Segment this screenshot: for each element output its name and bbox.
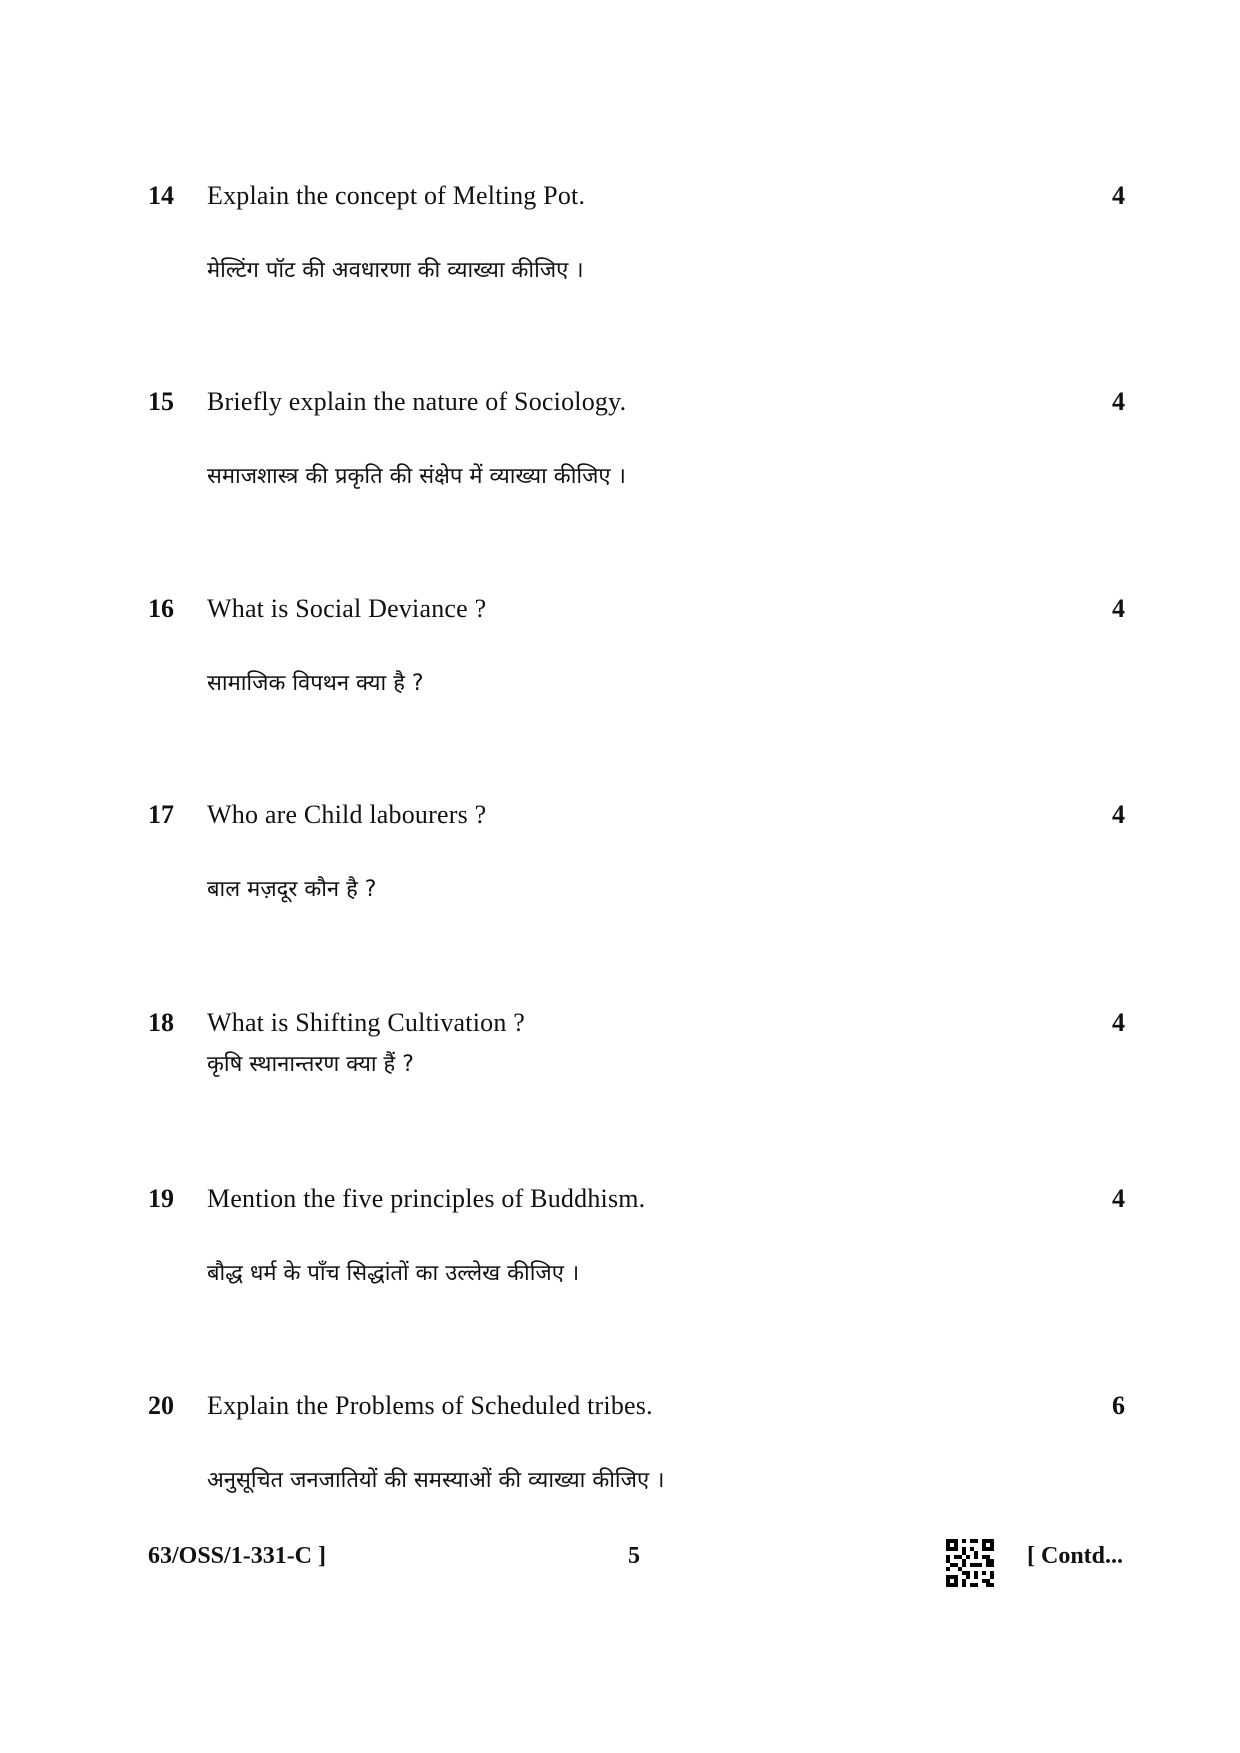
- question-text-english: What is Social Deviance ?: [207, 594, 487, 623]
- question-marks: 6: [1112, 1391, 1125, 1420]
- continued-label: [ Contd...: [1027, 1543, 1124, 1569]
- question-text-english: Explain the concept of Melting Pot.: [207, 181, 586, 210]
- question-text-english: Mention the five principles of Buddhism.: [207, 1184, 646, 1213]
- question-text-hindi: अनुसूचित जनजातियों की समस्याओं की व्याख्या कीजिए ।: [207, 1468, 665, 1493]
- question-number: 18: [148, 1008, 174, 1037]
- question-marks: 4: [1112, 387, 1125, 416]
- question-marks: 4: [1112, 800, 1125, 829]
- question-number: 19: [148, 1184, 174, 1213]
- qr-code-icon: [946, 1539, 994, 1587]
- question-text-hindi: मेल्टिंग पॉट की अवधारणा की व्याख्या कीजिए ।: [207, 258, 584, 283]
- question-number: 17: [148, 800, 174, 829]
- question-text-english: Briefly explain the nature of Sociology.: [207, 387, 627, 416]
- page-number: 5: [628, 1543, 640, 1569]
- page-footer: [0, 1543, 1240, 1593]
- question-number: 16: [148, 594, 174, 623]
- question-marks: 4: [1112, 1184, 1125, 1213]
- question-text-english: What is Shifting Cultivation ?: [207, 1008, 525, 1037]
- question-number: 14: [148, 181, 174, 210]
- question-marks: 4: [1112, 181, 1125, 210]
- question-text-hindi: बौद्ध धर्म के पाँच सिद्धांतों का उल्लेख कीजिए ।: [207, 1261, 580, 1286]
- question-number: 15: [148, 387, 174, 416]
- question-text-hindi: कृषि स्थानान्तरण क्या हैं ?: [207, 1052, 414, 1077]
- question-text-hindi: समाजशास्त्र की प्रकृति की संक्षेप में व्याख्या कीजिए ।: [207, 464, 626, 489]
- question-number: 20: [148, 1391, 174, 1420]
- question-text-hindi: बाल मज़दूर कौन है ?: [207, 877, 377, 902]
- question-text-hindi: सामाजिक विपथन क्या है ?: [207, 671, 424, 696]
- question-marks: 4: [1112, 594, 1125, 623]
- question-text-english: Explain the Problems of Scheduled tribes.: [207, 1391, 653, 1420]
- paper-code: 63/OSS/1-331-C ]: [148, 1543, 327, 1569]
- question-text-english: Who are Child labourers ?: [207, 800, 487, 829]
- question-marks: 4: [1112, 1008, 1125, 1037]
